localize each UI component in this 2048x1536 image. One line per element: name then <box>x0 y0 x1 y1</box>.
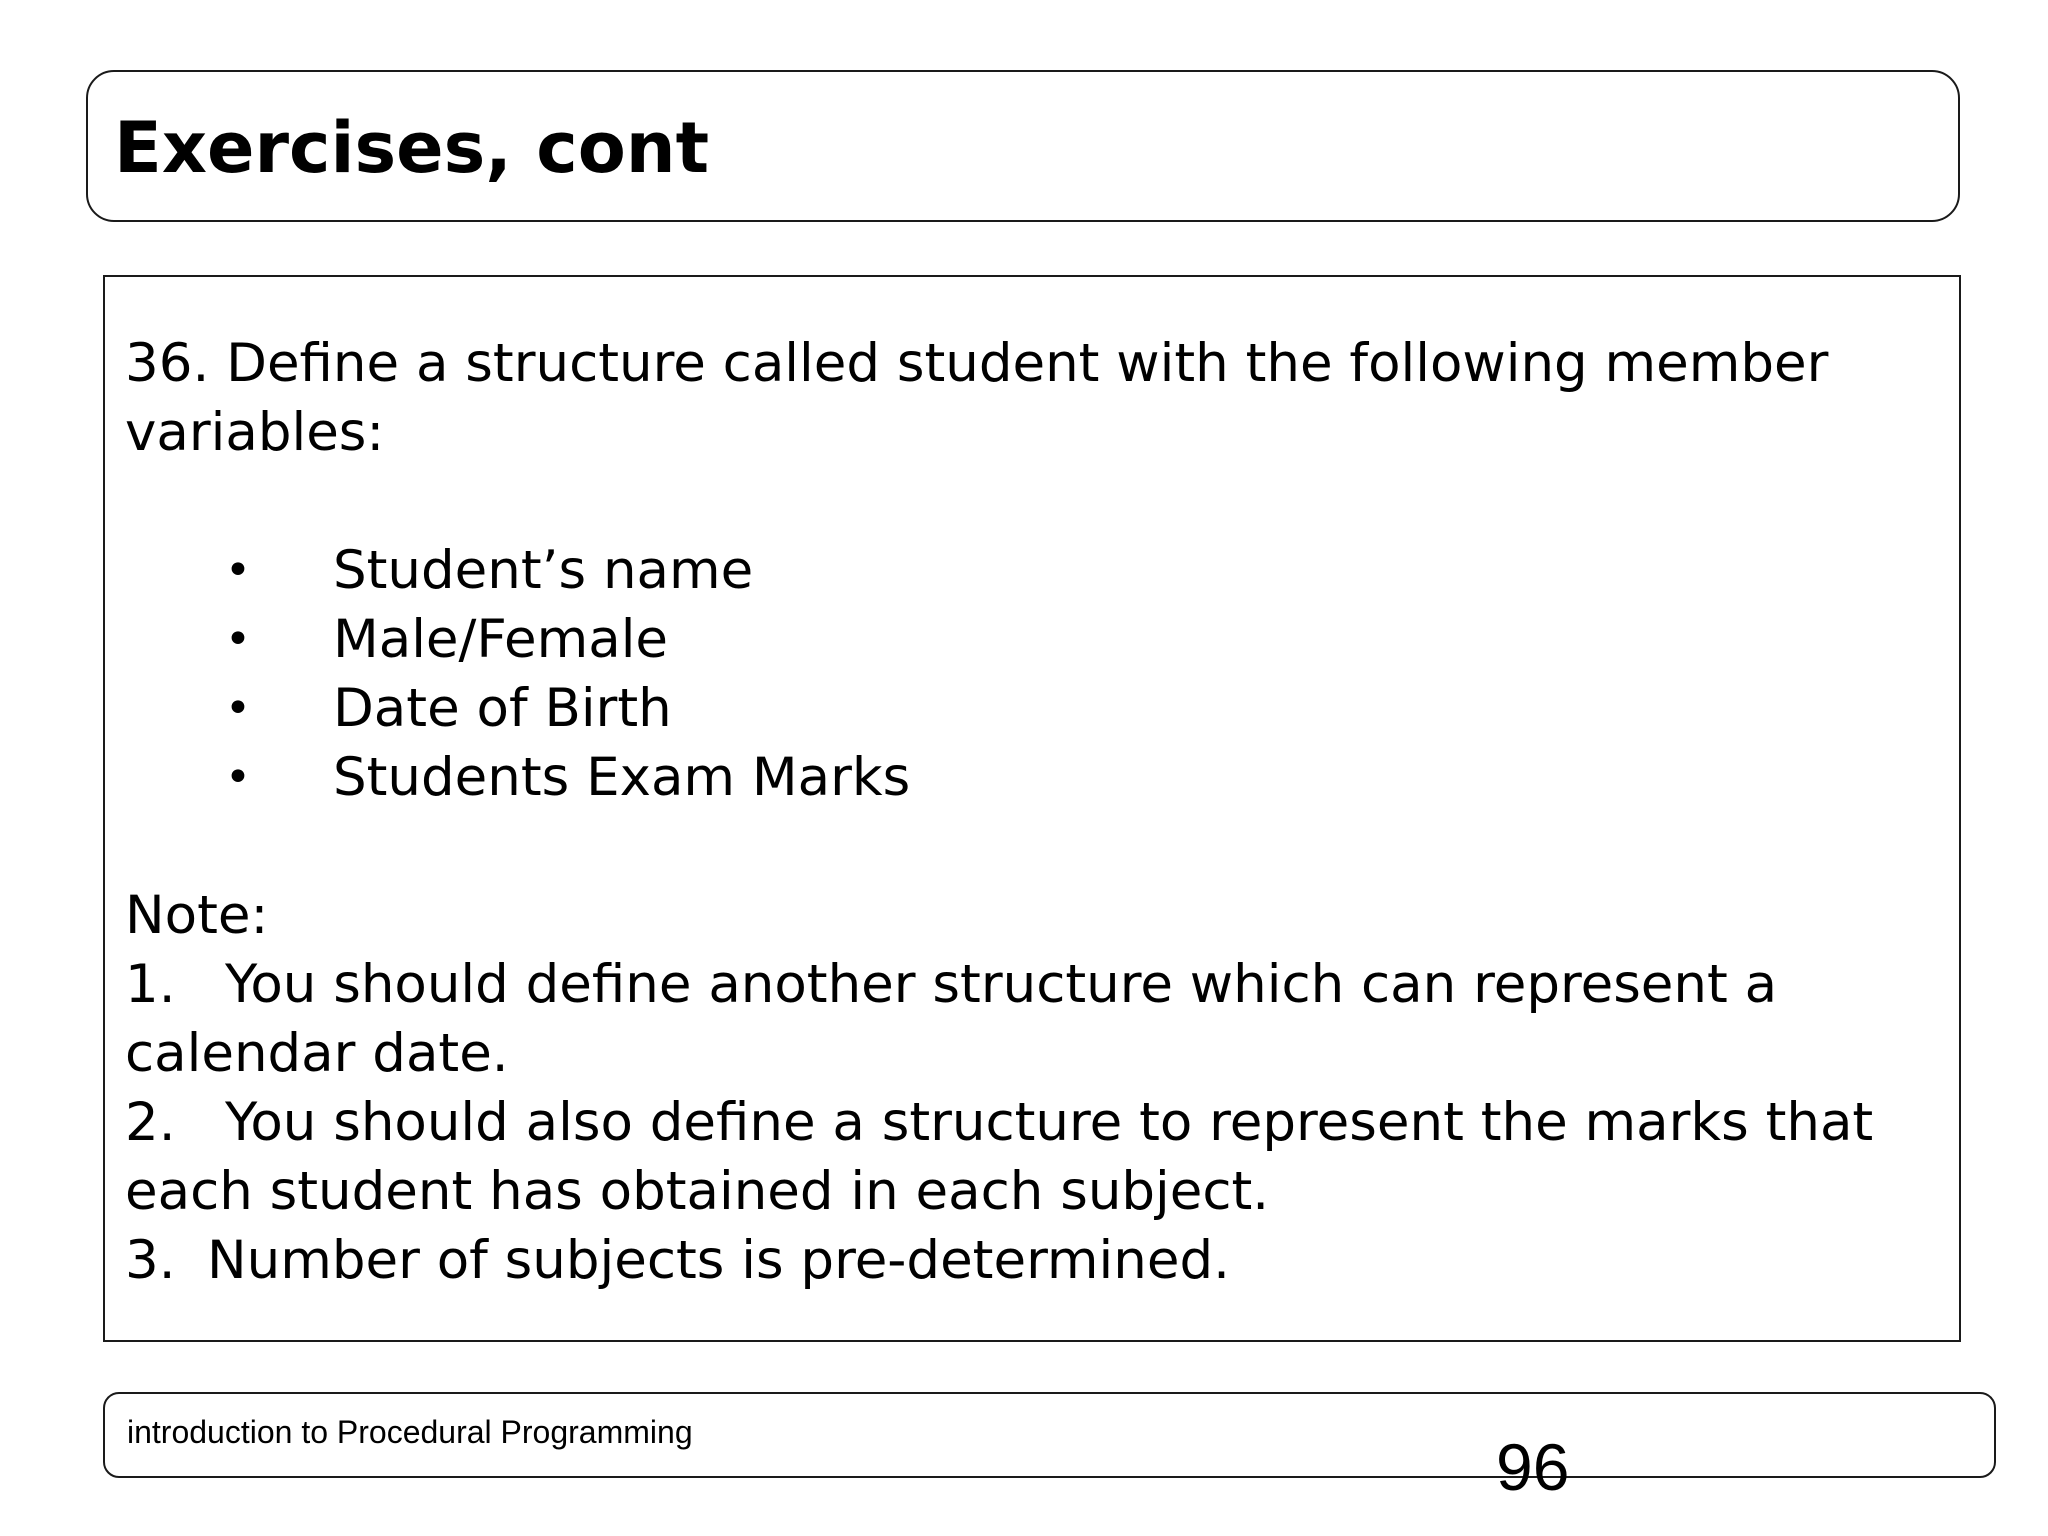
note-text: Number of subjects is pre-determined. <box>207 1230 1230 1291</box>
bullet-icon: • <box>225 683 251 734</box>
exercise-content-box <box>103 275 1961 1342</box>
list-item <box>125 743 1935 812</box>
slide-footer <box>103 1392 1996 1478</box>
member-variable-label: Male/Female <box>333 609 669 670</box>
spacer <box>125 812 1935 881</box>
course-title: introduction to Procedural Programming <box>127 1414 693 1450</box>
note-item-3 <box>125 1226 1935 1295</box>
list-item <box>125 674 1935 743</box>
note-text: You should define another structure which can represent a <box>225 954 1778 1015</box>
note-number: 3. <box>125 1230 176 1291</box>
member-variable-label: Date of Birth <box>333 678 672 739</box>
exercise-intro-line-2: variables: <box>125 402 385 463</box>
member-variable-label: Student’s name <box>333 540 754 601</box>
exercise-intro-line-1: 36. Define a structure called student with the following member <box>125 333 1829 394</box>
list-item <box>125 605 1935 674</box>
note-heading: Note: <box>125 885 269 946</box>
page-number: 96 <box>1496 1430 1570 1504</box>
bullet-icon: • <box>225 545 251 596</box>
note-item-2-line-1 <box>125 1088 1935 1157</box>
list-item <box>125 536 1935 605</box>
member-variables-list <box>125 536 1935 812</box>
note-text: You should also define a structure to represent the marks that <box>225 1092 1874 1153</box>
bullet-icon: • <box>225 752 251 803</box>
spacer <box>125 467 1935 536</box>
exercise-text <box>125 329 1935 1295</box>
slide-title-box <box>86 70 1960 222</box>
bullet-icon: • <box>225 614 251 665</box>
note-item-1-line-1 <box>125 950 1935 1019</box>
note-item-2-line-2: each student has obtained in each subject. <box>125 1161 1270 1222</box>
note-item-1-line-2: calendar date. <box>125 1023 509 1084</box>
slide-title: Exercises, cont <box>114 107 710 189</box>
note-number: 2. <box>125 1092 176 1153</box>
member-variable-label: Students Exam Marks <box>333 747 911 808</box>
note-number: 1. <box>125 954 176 1015</box>
